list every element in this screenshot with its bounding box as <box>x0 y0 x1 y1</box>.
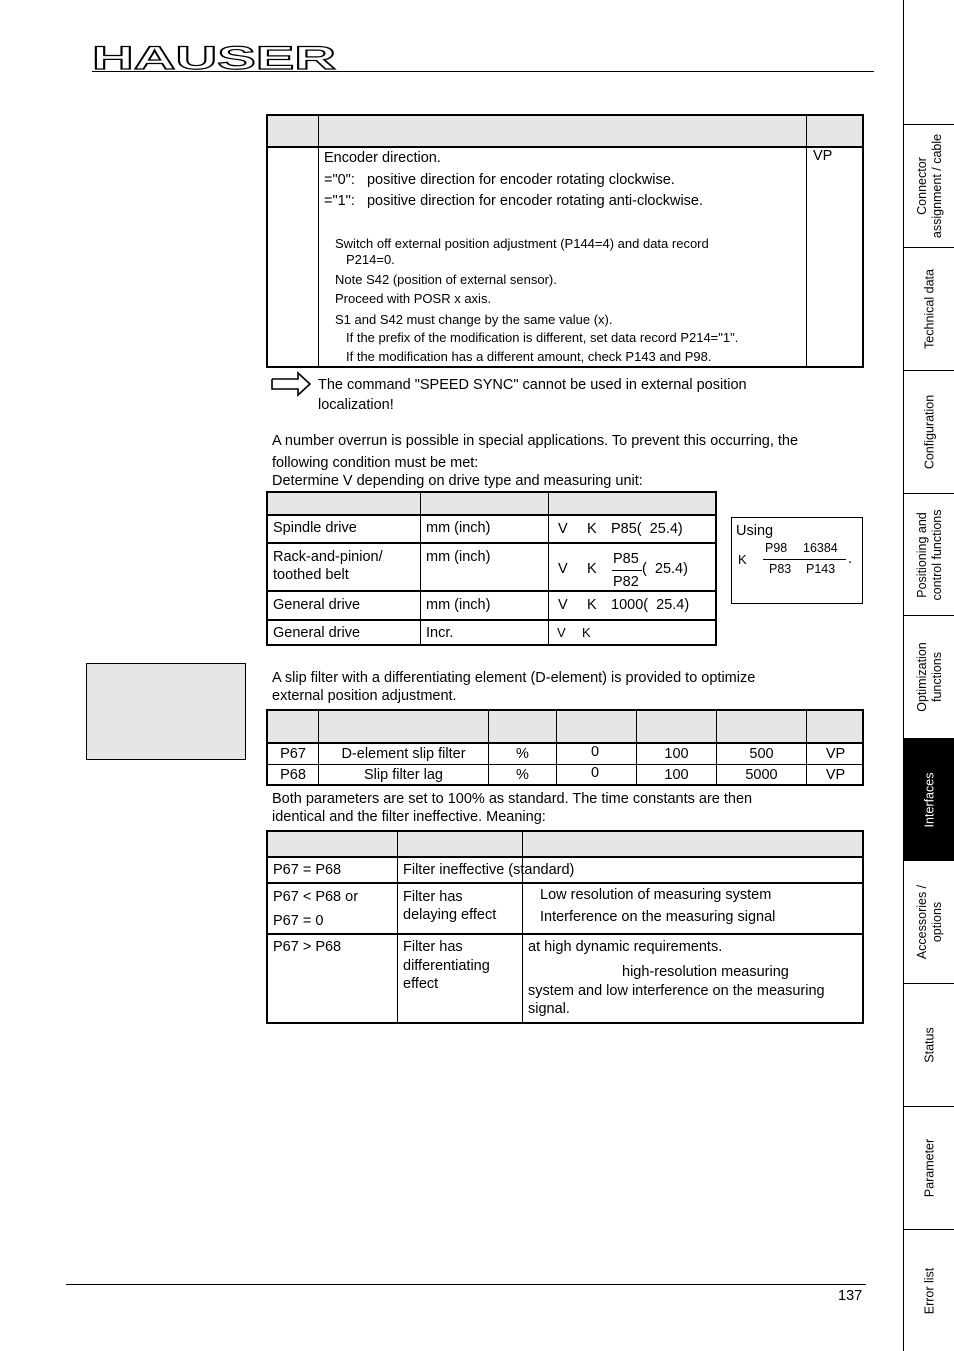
meaning-use: at high dynamic requirements. <box>528 939 723 955</box>
meaning-use: system and low interference on the measuring <box>528 983 825 999</box>
using-fraction-bar <box>763 559 846 560</box>
formula-v: V <box>557 625 566 640</box>
drive-cell: Rack-and-pinion/ <box>273 549 383 565</box>
note-line: localization! <box>318 397 394 413</box>
header-rule <box>92 71 874 72</box>
paragraph-line: identical and the filter ineffective. Meaning: <box>272 809 546 825</box>
slip-min: 0 <box>591 765 600 781</box>
param-note: If the modification has a different amount, check P143 and P98. <box>346 349 712 364</box>
chapter-tabs <box>903 0 954 1351</box>
tab-label: assignment / cable <box>929 133 944 239</box>
slip-min: 0 <box>591 744 600 760</box>
slip-max: 500 <box>749 746 774 762</box>
formula-expr: ( 25.4) <box>642 561 688 577</box>
meaning-table-header <box>266 830 864 858</box>
meaning-effect: effect <box>403 976 439 992</box>
tab-status[interactable] <box>904 983 954 1106</box>
note-arrow-icon <box>270 371 312 397</box>
slip-unit: % <box>516 746 529 762</box>
paragraph-line: A number overrun is possible in special applications. To prevent this occurring, the <box>272 433 799 449</box>
using-dot: . <box>848 551 853 567</box>
param-note: S1 and S42 must change by the same value (x). <box>335 312 613 327</box>
note-line: The command "SPEED SYNC" cannot be used in external position <box>318 377 747 393</box>
tab-label: Interfaces <box>922 772 936 827</box>
param-note: Switch off external position adjustment (P144=4) and data record <box>335 236 709 251</box>
using-den1: P83 <box>769 562 792 576</box>
formula-v: V <box>558 521 568 537</box>
param-line: Encoder direction. <box>324 150 441 166</box>
slip-vp: VP <box>825 767 846 783</box>
paragraph-line: external position adjustment. <box>272 688 457 704</box>
formula-k: K <box>587 521 597 537</box>
tab-configuration[interactable] <box>904 370 954 493</box>
tab-label: Technical data <box>922 269 936 349</box>
meaning-condition: P67 = 0 <box>273 913 324 929</box>
param-vp: VP <box>813 148 833 164</box>
formula-v: V <box>558 597 568 613</box>
formula-expr: P85( 25.4) <box>611 521 683 537</box>
meaning-effect: Filter has <box>403 939 463 955</box>
slip-name: Slip filter lag <box>364 767 443 783</box>
tab-label: Optimization <box>914 642 929 712</box>
unit-cell: mm (inch) <box>426 520 491 536</box>
tab-label: Connector <box>914 157 929 215</box>
slip-max: 5000 <box>745 767 778 783</box>
tab-error-list[interactable] <box>904 1229 954 1351</box>
paragraph-line: A slip filter with a differentiating element (D-element) is provided to optimize <box>272 670 756 686</box>
meaning-effect: Filter has <box>403 889 463 905</box>
param-line: ="1": positive direction for encoder rotating anti-clockwise. <box>324 193 704 209</box>
tab-label: Status <box>922 1027 936 1063</box>
param-line: ="0": positive direction for encoder rotating clockwise. <box>324 172 675 188</box>
unit-cell: mm (inch) <box>426 549 491 565</box>
slip-unit: % <box>516 767 529 783</box>
tab-technical-data[interactable] <box>904 247 954 370</box>
drive-table-header <box>266 491 717 516</box>
tab-label: Error list <box>922 1267 936 1314</box>
tab-connector-assignment[interactable] <box>904 124 954 247</box>
tab-label: functions <box>929 651 944 703</box>
slip-std: 100 <box>664 767 689 783</box>
unit-cell: mm (inch) <box>426 597 491 613</box>
formula-v: V <box>558 561 568 577</box>
tab-label: Positioning and <box>914 511 929 598</box>
tab-label: Parameter <box>922 1138 936 1198</box>
paragraph-line: Both parameters are set to 100% as standard. The time constants are then <box>272 791 753 807</box>
meaning-use: Low resolution of measuring system <box>540 887 772 903</box>
paragraph-line: Determine V depending on drive type and measuring unit: <box>272 473 643 489</box>
drive-cell: General drive <box>273 597 361 613</box>
using-den2: P143 <box>806 562 836 576</box>
tab-accessories[interactable] <box>904 860 954 983</box>
formula-k: K <box>587 561 597 577</box>
meaning-effect: delaying effect <box>403 907 497 923</box>
tab-label: control functions <box>929 508 944 601</box>
hauser-logo <box>92 44 338 72</box>
meaning-effect: Filter ineffective (standard) <box>403 862 575 878</box>
formula-k: K <box>582 625 591 640</box>
param-table-header <box>266 114 864 148</box>
param-note: If the prefix of the modification is different, set data record P214="1". <box>346 330 739 345</box>
param-note: P214=0. <box>346 252 395 267</box>
slip-param: P68 <box>280 767 306 783</box>
tab-optimization[interactable] <box>904 615 954 738</box>
slip-table-header <box>266 709 864 744</box>
fraction-denominator: P82 <box>613 574 639 590</box>
using-num2: 16384 <box>803 541 838 555</box>
tab-label: Configuration <box>922 394 936 470</box>
formula-k: K <box>587 597 597 613</box>
drive-cell: Spindle drive <box>273 520 357 536</box>
fraction-bar <box>612 570 642 571</box>
drive-cell: General drive <box>273 625 361 641</box>
meaning-condition: P67 < P68 or <box>273 889 359 905</box>
footer-rule <box>66 1284 866 1285</box>
slip-vp: VP <box>825 746 846 762</box>
using-title: Using <box>736 523 774 539</box>
meaning-use: high-resolution measuring <box>622 964 789 980</box>
tab-interfaces[interactable] <box>904 738 954 860</box>
tab-parameter[interactable] <box>904 1106 954 1229</box>
fraction-numerator: P85 <box>613 551 639 567</box>
section-marker-box <box>86 663 246 760</box>
slip-param: P67 <box>280 746 306 762</box>
unit-cell: Incr. <box>426 625 454 641</box>
tab-label: Accessories / <box>914 884 929 960</box>
param-note: Note S42 (position of external sensor). <box>335 272 557 287</box>
tab-label: options <box>929 901 944 943</box>
page-number: 137 <box>838 1288 863 1304</box>
drive-cell: toothed belt <box>273 567 349 583</box>
logo-text: HAUSER <box>92 44 336 72</box>
meaning-effect: differentiating <box>403 958 490 974</box>
meaning-condition: P67 = P68 <box>273 862 342 878</box>
meaning-condition: P67 > P68 <box>273 939 342 955</box>
meaning-use: Interference on the measuring signal <box>540 909 776 925</box>
paragraph-line: following condition must be met: <box>272 455 479 471</box>
using-k: K <box>738 552 747 567</box>
slip-std: 100 <box>664 746 689 762</box>
formula-expr: 1000( 25.4) <box>611 597 690 613</box>
slip-name: D-element slip filter <box>341 746 466 762</box>
param-note: Proceed with POSR x axis. <box>335 291 492 306</box>
tab-positioning[interactable] <box>904 493 954 615</box>
meaning-use: signal. <box>528 1001 570 1017</box>
using-num1: P98 <box>765 541 788 555</box>
